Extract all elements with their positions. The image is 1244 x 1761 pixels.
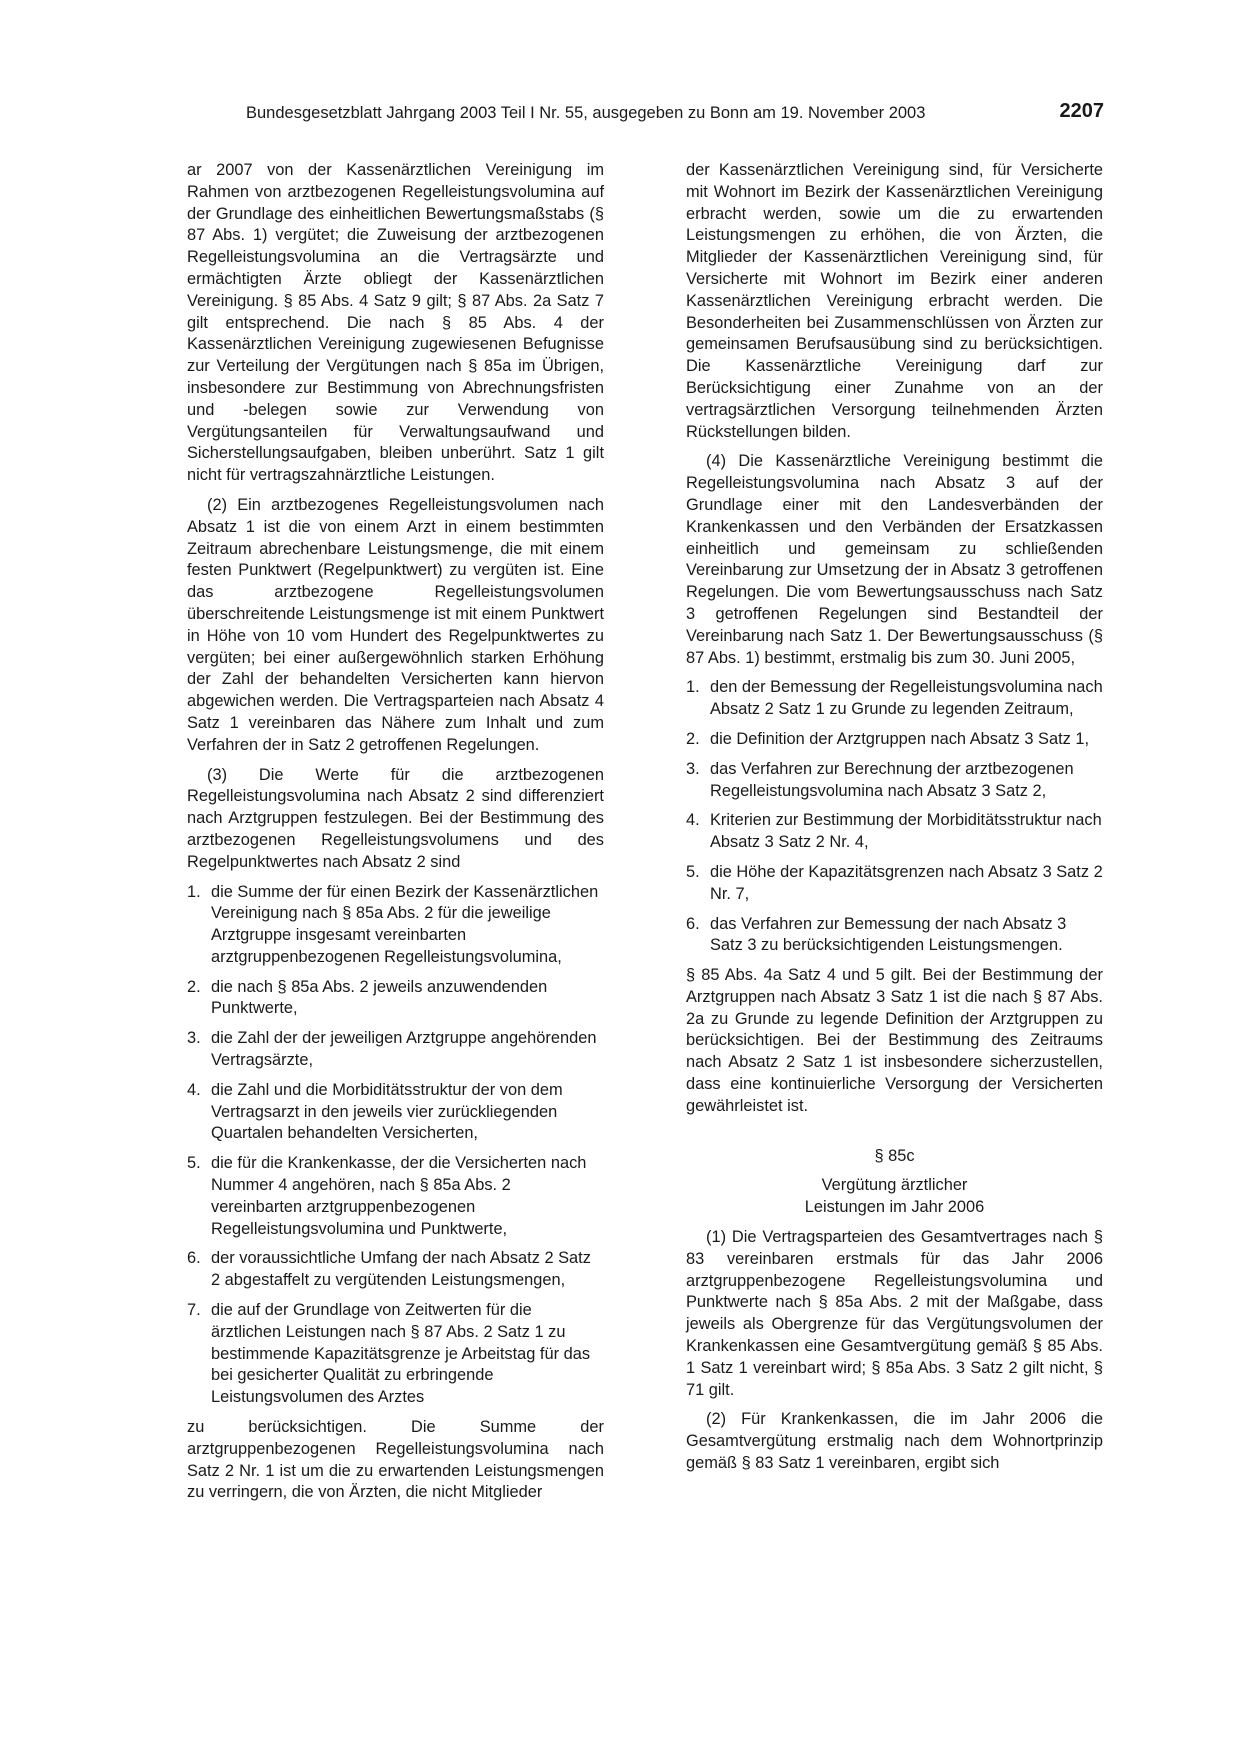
- list-item: 3. das Verfahren zur Berechnung der arztbezogenen Regelleistungsvolumina nach Absatz 3 Satz 2,: [686, 759, 1074, 800]
- list-item: 5. die Höhe der Kapazitätsgrenzen nach Absatz 3 Satz 2 Nr. 7,: [686, 862, 1103, 903]
- paragraph-after-list: zu berücksichtigen. Die Summe der arztgruppenbezogenen Regelleistungsvolumina nach Satz 2 Nr. 1 ist um die zu erwartenden Leistungsmengen zu verringern, die von Ärzten, die nicht Mitglieder: [187, 1418, 604, 1502]
- list-item: 4. Kriterien zur Bestimmung der Morbiditätsstruktur nach Absatz 3 Satz 2 Nr. 4,: [686, 811, 1102, 852]
- paragraph-continued: der Kassenärztlichen Vereinigung sind, für Versicherte mit Wohnort im Bezirk der Kassenärztlichen Vereinigung erbracht werden, sowie um die zu erwartenden Leistungsmengen zu erhöhen, die von Ärzten, die Mitglieder der Kassenärztlichen Vereinigung sind, für Versicherte mit Wohnort im Bezirk einer anderen Kassenärztlichen Vereinigung erbracht werden. Die Besonderheiten bei Zusammenschlüssen von Ärzten zur gemeinsamen Berufsausübung sind zu berücksichtigen. Die Kassenärztliche Vereinigung darf zur Berücksichtigung einer Zunahme von an der vertragsärztlichen Versorgung teilnehmenden Ärzten Rückstellungen bilden.: [686, 161, 1103, 441]
- left-column: [187, 160, 604, 1512]
- right-column: [686, 160, 1103, 1483]
- list-item: 1. die Summe der für einen Bezirk der Kassenärztlichen Vereinigung nach § 85a Abs. 2 für die jeweilige Arztgruppe insgesamt vereinbarten arztgruppenbezogenen Regelleistungsvolumina,: [187, 882, 599, 966]
- section-title-line: Vergütung ärztlicher: [821, 1176, 968, 1195]
- section-paragraph-1: (1) Die Vertragsparteien des Gesamtvertrages nach § 83 vereinbaren erstmals für das Jahr 2006 arztgruppenbezogene Regelleistungsvolumina und Punktwerte nach § 85a Abs. 2 mit der Maßgabe, dass jeweils als Obergrenze für das Vergütungsvolumen der Krankenkassen eine Gesamtvergütung gemäß § 85 Abs. 1 Satz 1 vereinbart wird; § 85a Abs. 3 Satz 2 gilt nicht, § 71 gilt.: [686, 1228, 1103, 1399]
- page-number: 2207: [1059, 100, 1104, 122]
- paragraph-4: (4) Die Kassenärztliche Vereinigung bestimmt die Regelleistungsvolumina nach Absatz 3 auf der Grundlage einer mit den Landesverbänden der Krankenkassen und den Verbänden der Ersatzkassen einheitlich und gemeinsam zu schließenden Vereinbarung zur Umsetzung der in Absatz 3 getroffenen Regelungen. Die vom Bewertungsausschuss nach Satz 3 getroffenen Regelungen sind Bestandteil der Vereinbarung nach Satz 1. Der Bewertungsausschuss (§ 87 Abs. 1) bestimmt, erstmalig bis zum 30. Juni 2005,: [686, 452, 1103, 667]
- section-number: § 85c: [874, 1146, 915, 1165]
- list-item: 4. die Zahl und die Morbiditätsstruktur der von dem Vertragsarzt in den jeweils vier zurückliegenden Quartalen behandelten Versicherten,: [187, 1080, 563, 1143]
- paragraph-after-list: § 85 Abs. 4a Satz 4 und 5 gilt. Bei der Bestimmung der Arztgruppen nach Absatz 3 Satz 1 ist die nach § 87 Abs. 2a zu Grunde zu legende Definition der Arztgruppen zu berücksichtigen. Bei der Bestimmung des Zeitraums nach Absatz 2 Satz 1 ist insbesondere sicherzustellen, dass eine kontinuierliche Versorgung der Versicherten gewährleistet ist.: [686, 966, 1103, 1115]
- running-title: Bundesgesetzblatt Jahrgang 2003 Teil I Nr. 55, ausgegeben zu Bonn am 19. November 2003: [246, 104, 926, 122]
- section-title-line: Leistungen im Jahr 2006: [804, 1198, 985, 1217]
- paragraph-continued: ar 2007 von der Kassenärztlichen Vereinigung im Rahmen von arztbezogenen Regelleistungsvolumina auf der Grundlage des einheitlichen Bewertungsmaßstabs (§ 87 Abs. 1) vergütet; die Zuweisung der arztbezogenen Regelleistungsvolumina an die Vertragsärzte und ermächtigten Ärzte obliegt der Kassenärztlichen Vereinigung. § 85 Abs. 4 Satz 9 gilt; § 87 Abs. 2a Satz 7 gilt entsprechend. Die nach § 85 Abs. 4 der Kassenärztlichen Vereinigung zugewiesenen Befugnisse zur Verteilung der Vergütungen nach § 85a im Übrigen, insbesondere zur Bestimmung von Abrechnungsfristen und -belegen sowie zur Verwendung von Vergütungsanteilen für Verwaltungsaufwand und Sicherstellungsaufgaben, bleiben unberührt. Satz 1 gilt nicht für vertragszahnärztliche Leistungen.: [187, 161, 604, 485]
- list-item: 3. die Zahl der der jeweiligen Arztgruppe angehörenden Vertragsärzte,: [187, 1029, 597, 1070]
- list-item: 2. die nach § 85a Abs. 2 jeweils anzuwendenden Punktwerte,: [187, 977, 548, 1018]
- running-header: [188, 100, 1104, 130]
- list-item: 6. der voraussichtliche Umfang der nach Absatz 2 Satz 2 abgestaffelt zu vergütenden Leistungsmengen,: [187, 1249, 591, 1290]
- list-item: 6. das Verfahren zur Bemessung der nach Absatz 3 Satz 3 zu berücksichtigenden Leistungsmengen.: [686, 914, 1067, 955]
- list-item: 1. den der Bemessung der Regelleistungsvolumina nach Absatz 2 Satz 1 zu Grunde zu legenden Zeitraum,: [686, 678, 1103, 719]
- numbered-list: [187, 882, 604, 1410]
- list-item: 5. die für die Krankenkasse, der die Versicherten nach Nummer 4 angehören, nach § 85a Abs. 2 vereinbarten arztgruppenbezogenen Regelleistungsvolumina und Punktwerte,: [187, 1154, 587, 1238]
- list-item: 2. die Definition der Arztgruppen nach Absatz 3 Satz 1,: [686, 729, 1090, 748]
- list-item: 7. die auf der Grundlage von Zeitwerten für die ärztlichen Leistungen nach § 87 Abs. 2 Satz 1 zu bestimmende Kapazitätsgrenze je Arbeitstag für das bei gesicherter Qualität zu erbringende Leistungsvolumen des Arztes: [187, 1301, 591, 1407]
- section-paragraph-2: (2) Für Krankenkassen, die im Jahr 2006 die Gesamtvergütung erstmalig nach dem Wohnortprinzip gemäß § 83 Satz 1 vereinbaren, ergibt sich: [686, 1410, 1103, 1473]
- paragraph-2: (2) Ein arztbezogenes Regelleistungsvolumen nach Absatz 1 ist die von einem Arzt in einem bestimmten Zeitraum abrechenbare Leistungsmenge, die mit einem festen Punktwert (Regelpunktwert) zu vergüten ist. Eine das arztbezogene Regelleistungsvolumen überschreitende Leistungsmenge ist mit einem Punktwert in Höhe von 10 vom Hundert des Regelpunktwertes zu vergüten; bei einer außergewöhnlich starken Erhöhung der Zahl der behandelten Versicherten kann hiervon abgewichen werden. Die Vertragsparteien nach Absatz 4 Satz 1 vereinbaren das Nähere zum Inhalt und zum Verfahren der in Satz 2 getroffenen Regelungen.: [187, 495, 604, 754]
- section-title: [686, 1175, 1103, 1219]
- numbered-list: [686, 677, 1103, 957]
- paragraph-3: (3) Die Werte für die arztbezogenen Regelleistungsvolumina nach Absatz 2 sind differenziert nach Arztgruppen festzulegen. Bei der Bestimmung des arztbezogenen Regelleistungsvolumens und des Regelpunktwertes nach Absatz 2 sind: [187, 765, 604, 871]
